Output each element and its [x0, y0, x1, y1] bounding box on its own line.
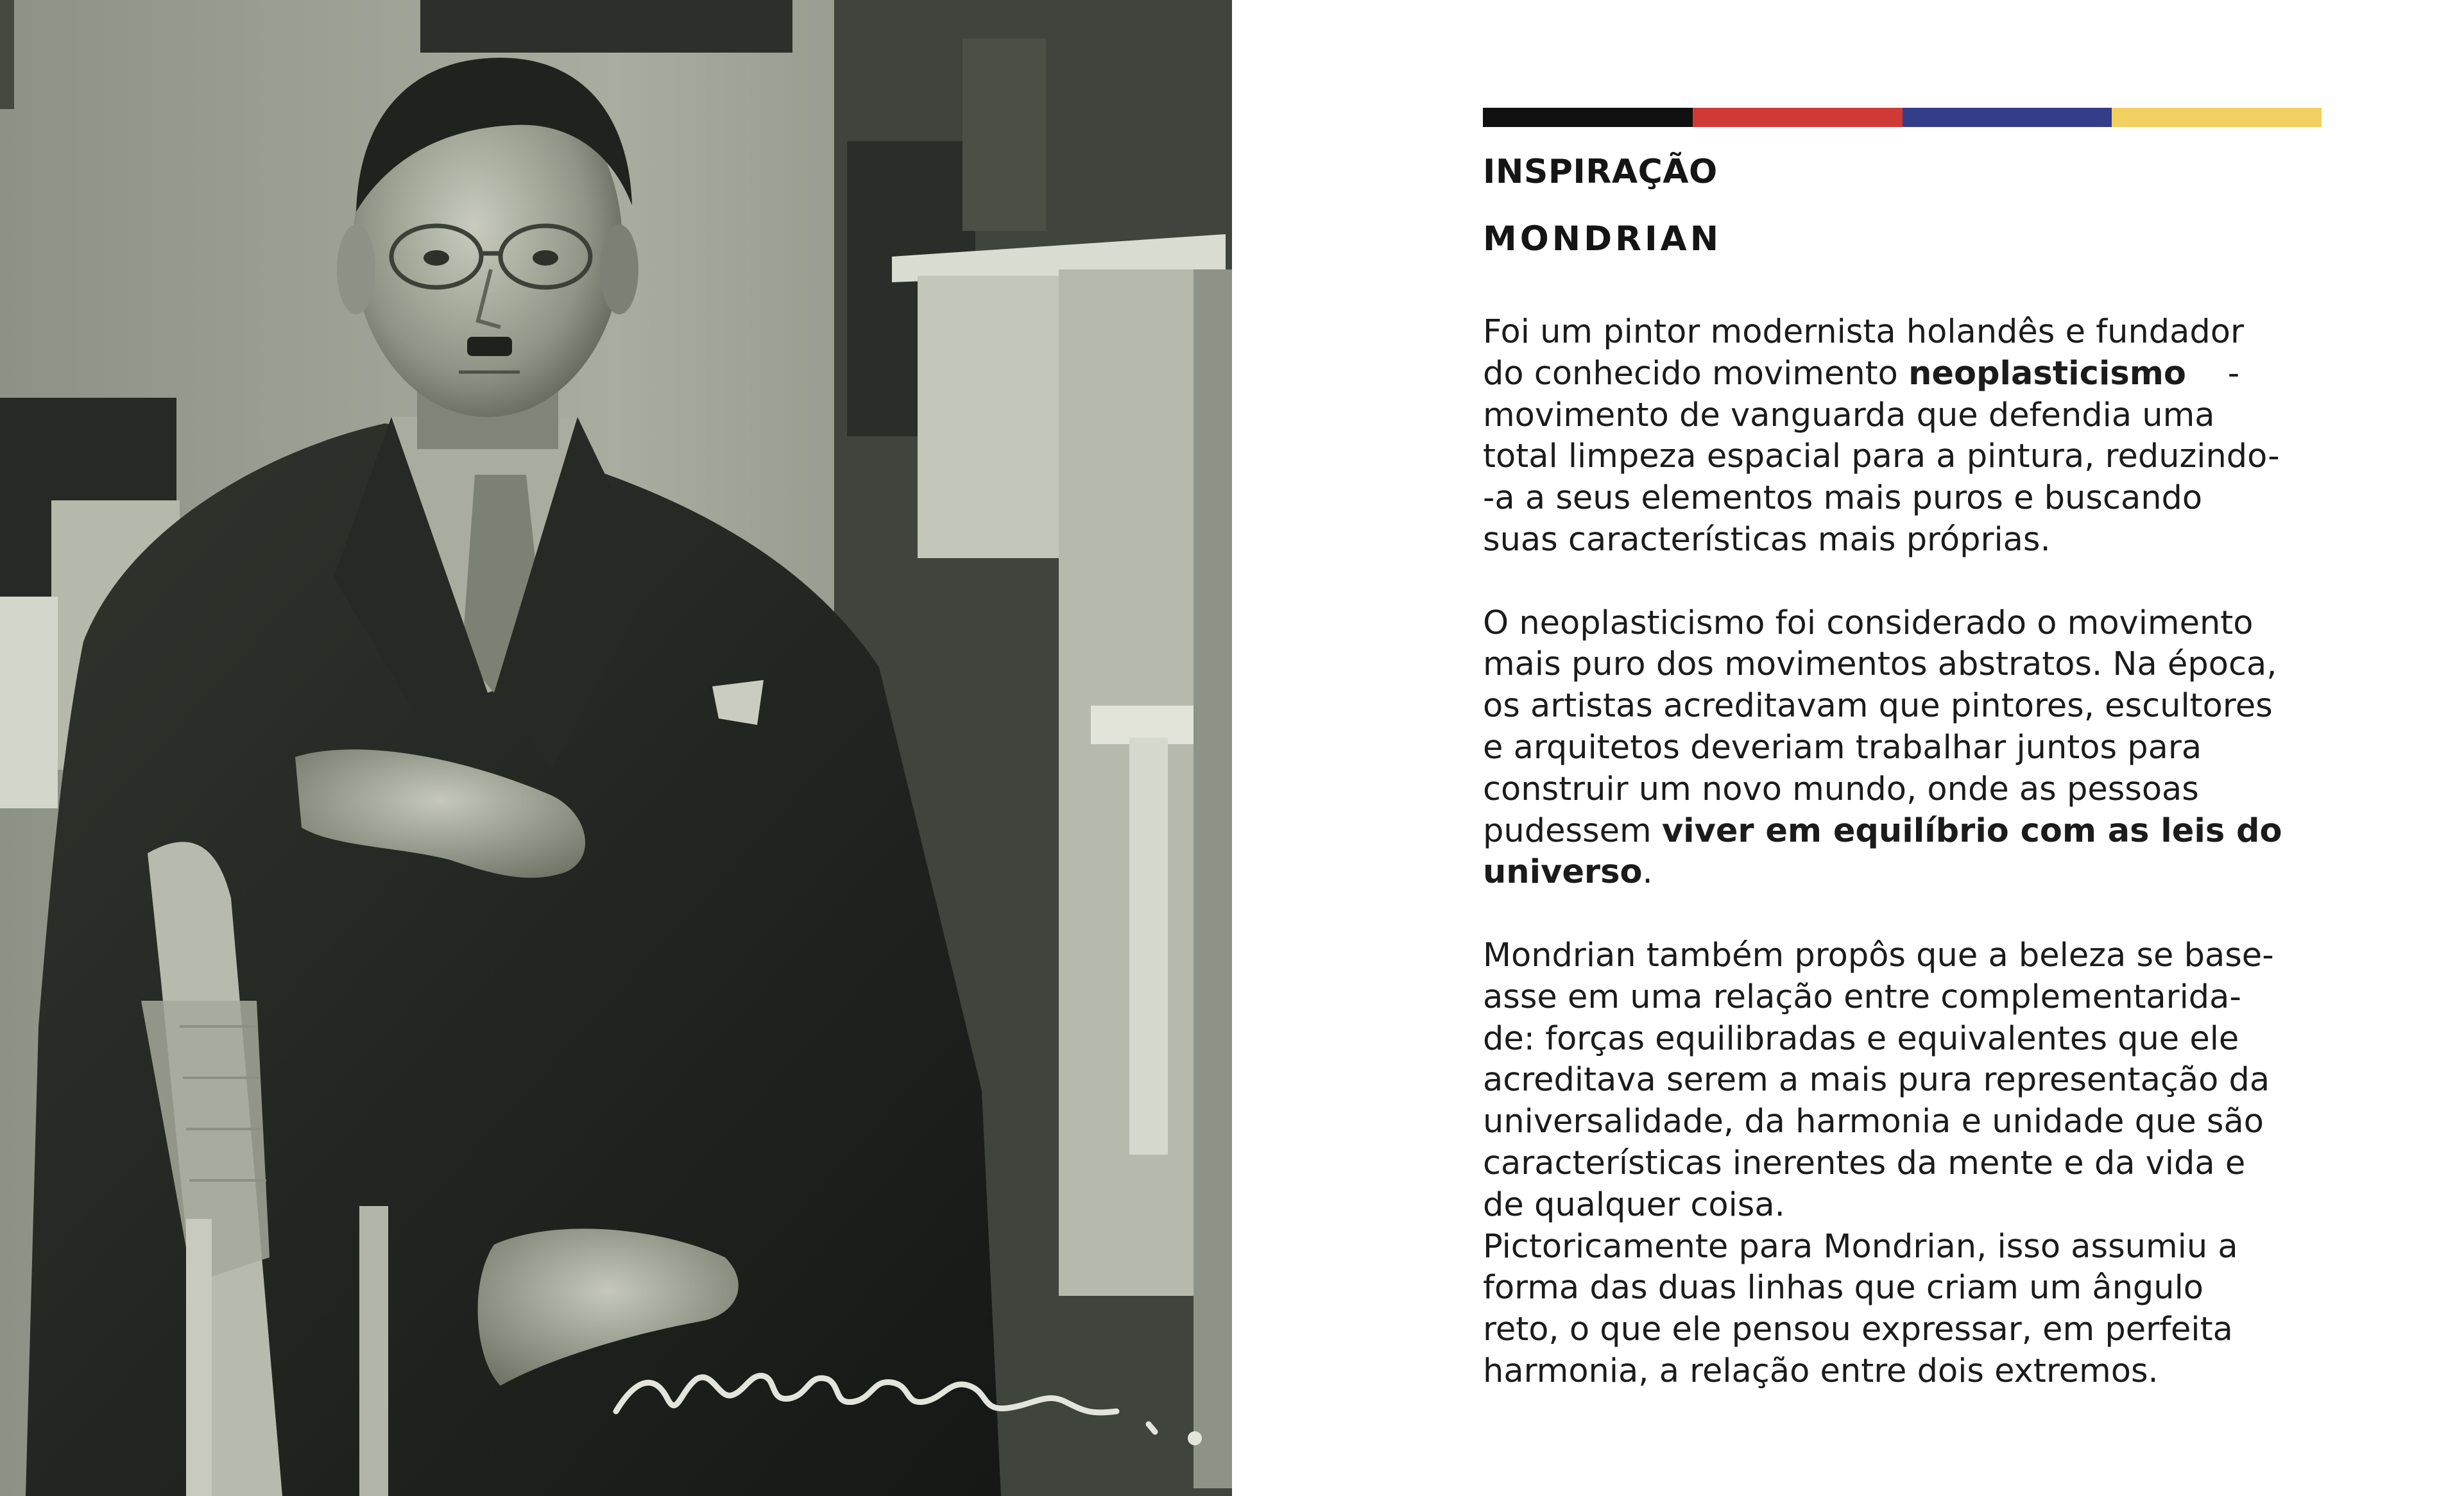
- text-line: [1483, 644, 2330, 686]
- text-line: [1483, 686, 2330, 727]
- paragraph-gap: [1483, 894, 2330, 935]
- text-run: harmonia, a relação entre dois extremos.: [1483, 1352, 2159, 1390]
- stripe-segment-blue: [1903, 108, 2112, 127]
- text-line: [1483, 478, 2330, 520]
- text-line: [1483, 312, 2330, 353]
- text-line: [1483, 935, 2330, 977]
- bold-phrase: neoplasticismo: [1908, 354, 2186, 393]
- text-line: [1483, 603, 2330, 645]
- text-run: características inerentes da mente e da vida e: [1483, 1144, 2246, 1182]
- text-line: [1483, 1060, 2330, 1101]
- text-run: Mondrian também propôs que a beleza se base-: [1483, 936, 2274, 974]
- text-run: movimento de vanguarda que defendia uma: [1483, 396, 2215, 434]
- text-line: [1483, 1227, 2330, 1268]
- text-run: asse em uma relação entre complementarida-: [1483, 978, 2241, 1016]
- text-line: [1483, 1101, 2330, 1143]
- text-line: [1483, 1185, 2330, 1227]
- color-stripe: [1483, 108, 2322, 127]
- text-run: reto, o que ele pensou expressar, em perfeita: [1483, 1311, 2233, 1349]
- text-line: [1483, 1268, 2330, 1309]
- bold-phrase: viver em equilíbrio com as leis do: [1661, 812, 2282, 850]
- paragraph-gap: [1483, 561, 2330, 603]
- stripe-segment-red: [1693, 108, 1903, 127]
- stripe-segment-yellow: [2112, 108, 2322, 127]
- text-run: de qualquer coisa.: [1483, 1186, 1785, 1224]
- text-line: [1483, 1019, 2330, 1060]
- text-run: e arquitetos deveriam trabalhar juntos para: [1483, 728, 2202, 767]
- bold-phrase: universo: [1483, 853, 1643, 892]
- text-run: Foi um pintor modernista holandês e fundador: [1483, 313, 2244, 351]
- text-run: suas características mais próprias.: [1483, 520, 2051, 559]
- section-eyebrow: INSPIRAÇÃO: [1483, 153, 1718, 191]
- text-run: de: forças equilibradas e equivalentes que ele: [1483, 1019, 2239, 1058]
- stripe-segment-black: [1483, 108, 1693, 127]
- text-run: forma das duas linhas que criam um ângulo: [1483, 1269, 2203, 1307]
- text-run: -a a seus elementos mais puros e buscando: [1483, 479, 2203, 518]
- text-line: [1483, 1143, 2330, 1185]
- text-run: -: [2186, 354, 2240, 393]
- paragraph: [1483, 312, 2330, 561]
- text-run: do conhecido movimento: [1483, 354, 1909, 393]
- text-line: [1483, 1309, 2330, 1351]
- paragraph: [1483, 935, 2330, 1393]
- text-line: [1483, 727, 2330, 769]
- text-line: [1483, 769, 2330, 811]
- text-run: os artistas acreditavam que pintores, escultores: [1483, 687, 2273, 726]
- text-run: Pictoricamente para Mondrian, isso assumiu a: [1483, 1227, 2238, 1266]
- text-run: universalidade, da harmonia e unidade que são: [1483, 1103, 2264, 1141]
- text-run: construir um novo mundo, onde as pessoas: [1483, 770, 2199, 808]
- text-run: O neoplasticismo foi considerado o movimento: [1483, 604, 2254, 642]
- text-run: acreditava serem a mais pura representação da: [1483, 1061, 2270, 1100]
- text-line: [1483, 353, 2330, 395]
- paragraph: [1483, 603, 2330, 894]
- text-run: total limpeza espacial para a pintura, reduzindo-: [1483, 438, 2280, 476]
- text-line: [1483, 852, 2330, 894]
- text-line: [1483, 436, 2330, 478]
- text-run: mais puro dos movimentos abstratos. Na época,: [1483, 645, 2277, 684]
- text-line: [1483, 395, 2330, 437]
- page-title: MONDRIAN: [1483, 219, 1722, 259]
- text-line: [1483, 811, 2330, 853]
- text-run: pudessem: [1483, 812, 1662, 850]
- text-line: [1483, 520, 2330, 561]
- text-line: [1483, 1351, 2330, 1393]
- text-run: .: [1642, 853, 1653, 892]
- text-line: [1483, 977, 2330, 1019]
- body-text: [1483, 312, 2330, 1393]
